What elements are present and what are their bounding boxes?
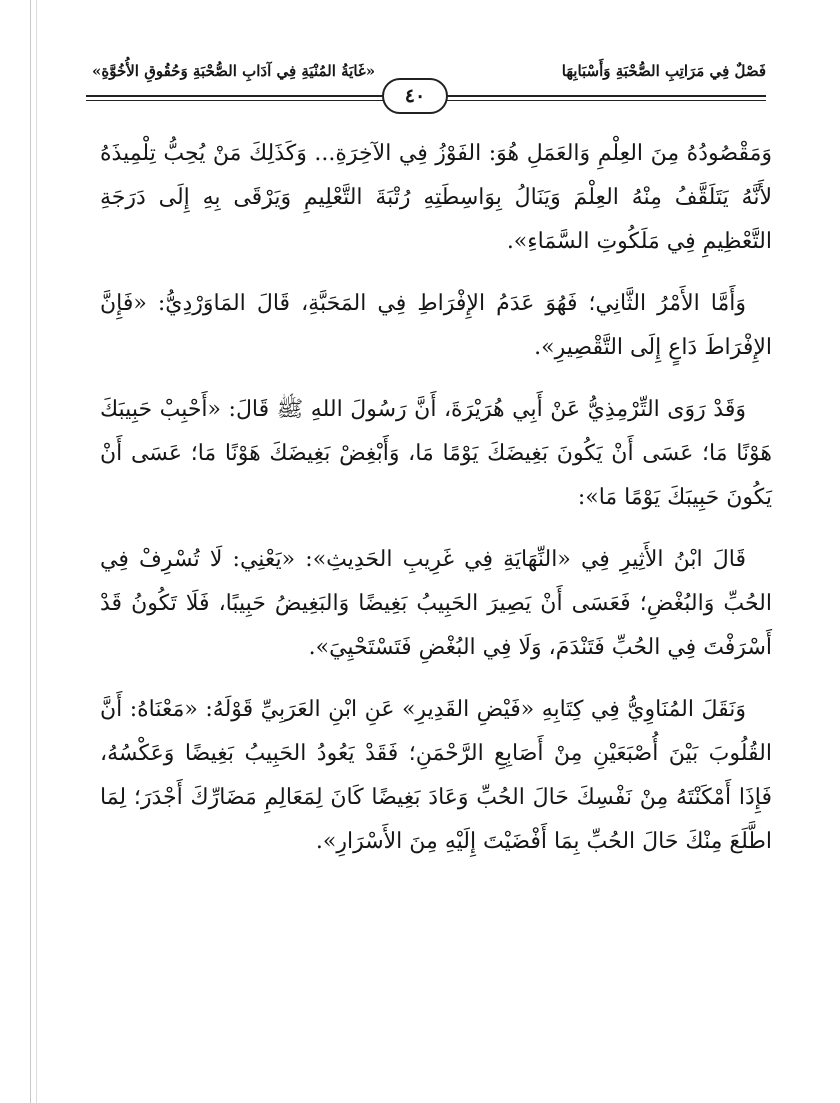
paragraph: وَمَقْصُودُهُ مِنَ العِلْمِ وَالعَمَلِ هُوَ: الفَوْزُ فِي الآخِرَةِ... وَكَذَلِكَ مَنْ يُحِبُّ تِلْمِيذَهُ لأَنَّهُ يَتَلَقَّفُ مِنْهُ العِلْمَ وَيَنَالُ بِوَاسِطَتِهِ رُتْبَةَ التَّعْلِيمِ وَيَرْقَى بِهِ إِلَى دَرَجَةِ التَّعْظِيمِ فِي مَلَكُوتِ السَّمَاءِ». xyxy=(100,141,772,254)
running-header xyxy=(86,52,766,110)
page-gutter-line xyxy=(30,0,31,1103)
page-gutter-line xyxy=(36,0,37,1103)
paragraph: وَنَقَلَ المُنَاوِيُّ فِي كِتَابِهِ «فَيْضِ القَدِيرِ» عَنِ ابْنِ العَرَبِيِّ قَوْلَهُ: «مَعْنَاهُ: أَنَّ القُلُوبَ بَيْنَ أُصْبَعَيْنِ مِنْ أَصَابِعِ الرَّحْمَنِ؛ فَقَدْ يَعُودُ الحَبِيبُ بَغِيضًا وَعَكْسُهُ، فَإِذَا أَمْكَنْتَهُ مِنْ نَفْسِكَ حَالَ الحُبِّ وَعَادَ بَغِيضًا كَانَ لِمَعَالِمِ مَضَارِّكَ أَجْدَرَ؛ لِمَا اطَّلَعَ مِنْكَ حَالَ الحُبِّ بِمَا أَفْضَيْتَ إِلَيْهِ مِنَ الأَسْرَارِ». xyxy=(100,697,772,854)
page-body xyxy=(100,132,772,1062)
paragraph: وَأَمَّا الأَمْرُ الثَّانِي؛ فَهُوَ عَدَمُ الإِفْرَاطِ فِي المَحَبَّةِ، قَالَ المَاوَرْدِيُّ: «فَإِنَّ الإِفْرَاطَ دَاعٍ إِلَى التَّقْصِيرِ». xyxy=(100,291,772,360)
paragraph: وَقَدْ رَوَى التِّرْمِذِيُّ عَنْ أَبِي هُرَيْرَةَ، أَنَّ رَسُولَ اللهِ ﷺ قَالَ: «أَحْبِبْ حَبِيبَكَ هَوْنًا مَا؛ عَسَى أَنْ يَكُونَ بَغِيضَكَ يَوْمًا مَا، وَأَبْغِضْ بَغِيضَكَ هَوْنًا مَا؛ عَسَى أَنْ يَكُونَ حَبِيبَكَ يَوْمًا مَا»: xyxy=(100,397,772,510)
book-title: «غَايَةُ المُنْيَةِ فِي آدَابِ الصُّحْبَةِ وَحُقُوقِ الأُخُوَّةِ» xyxy=(92,62,376,80)
chapter-title: فَصْلٌ فِي مَرَاتِبِ الصُّحْبَةِ وَأَسْبَابِهَا xyxy=(561,62,766,80)
page-number: ٤٠ xyxy=(382,78,448,114)
paragraph: قَالَ ابْنُ الأَثِيرِ فِي «النِّهَايَةِ فِي غَرِيبِ الحَدِيثِ»: «يَعْنِي: لَا تُسْرِفْ فِي الحُبِّ وَالبُغْضِ؛ فَعَسَى أَنْ يَصِيرَ الحَبِيبُ بَغِيضًا وَالبَغِيضُ حَبِيبًا، فَلَا تَكُونُ قَدْ أَسْرَفْتَ فِي الحُبِّ فَتَنْدَمَ، وَلَا فِي البُغْضِ فَتَسْتَحْيِيَ». xyxy=(100,547,772,660)
